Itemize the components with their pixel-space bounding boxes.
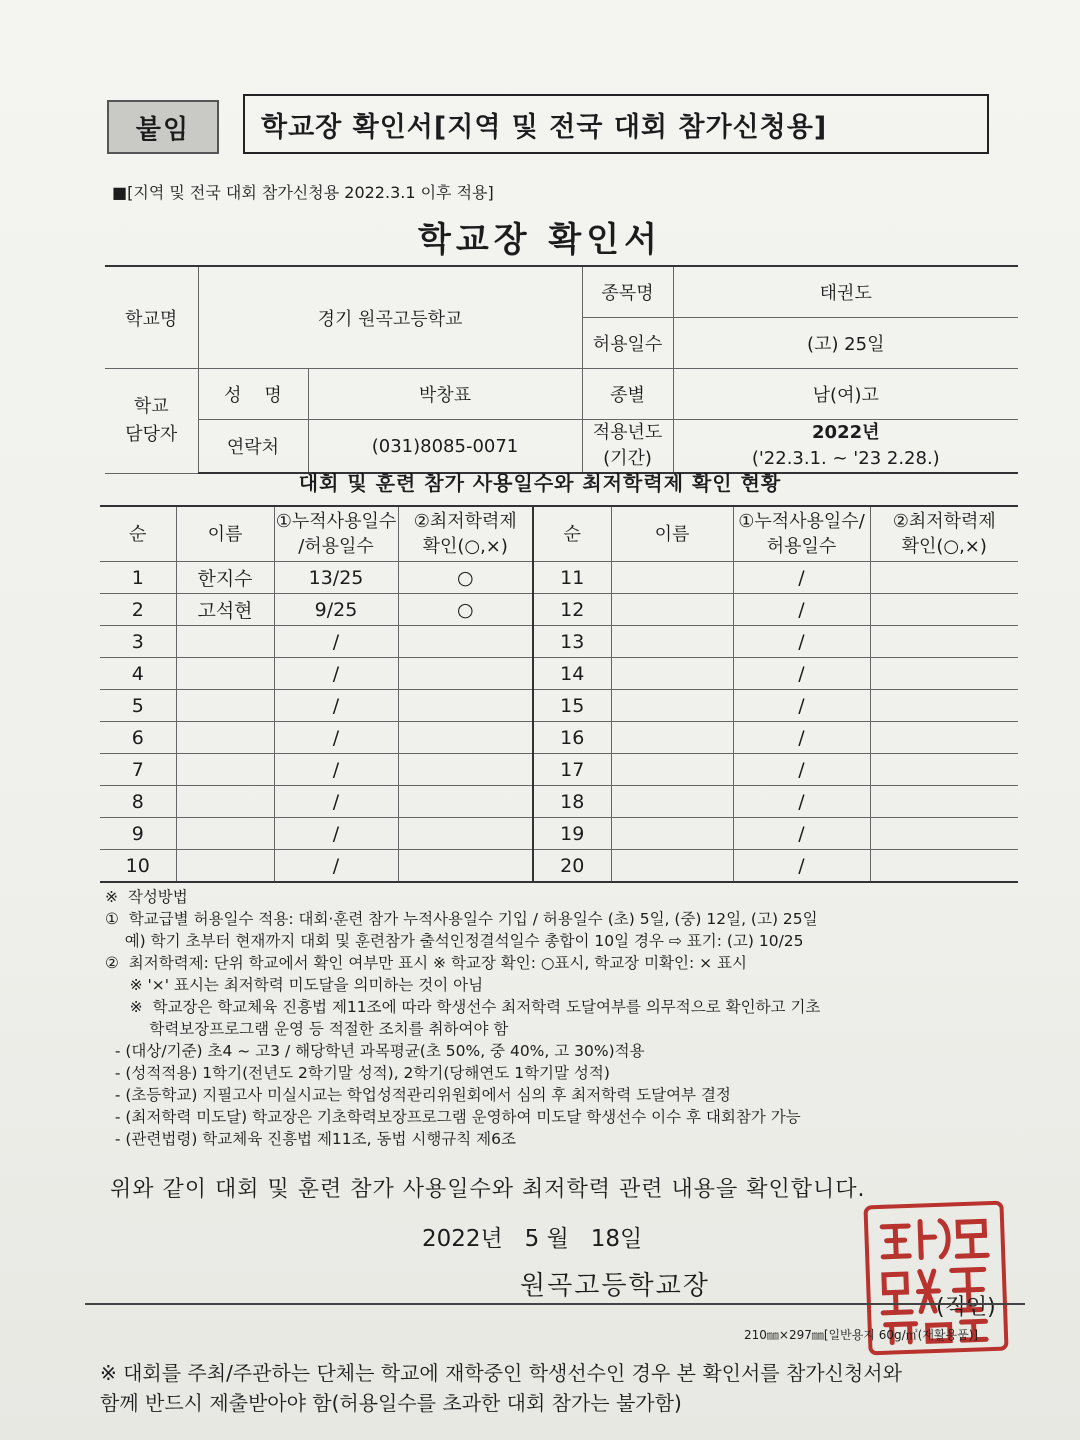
row-number: 1	[100, 562, 176, 594]
student-name: 한지수	[176, 562, 274, 594]
min-academic-check	[870, 626, 1018, 658]
table-row	[100, 850, 1018, 883]
header-cell: ①누적사용일수 /허용일수	[274, 506, 398, 562]
row-number: 6	[100, 722, 176, 754]
min-academic-check	[398, 722, 533, 754]
table-row	[100, 786, 1018, 818]
used-days: /	[733, 626, 870, 658]
row-number: 17	[533, 754, 611, 786]
gender-label: 종별	[582, 369, 673, 420]
table-row	[100, 818, 1018, 850]
student-name	[611, 722, 733, 754]
student-name	[611, 594, 733, 626]
student-name	[176, 818, 274, 850]
min-academic-check	[398, 754, 533, 786]
table-header-row	[100, 506, 1018, 562]
used-days: /	[274, 754, 398, 786]
student-name	[176, 690, 274, 722]
table-row	[100, 562, 1018, 594]
student-name	[611, 754, 733, 786]
student-name	[176, 658, 274, 690]
min-academic-check	[398, 690, 533, 722]
header-cell: 이름	[611, 506, 733, 562]
contact-value: (031)8085-0071	[308, 420, 582, 474]
confirmation-statement: 위와 같이 대회 및 훈련 참가 사용일수와 최저학력 관련 내용을 확인합니다.	[110, 1177, 866, 1202]
used-days: /	[733, 818, 870, 850]
instruction-line: ※ '×' 표시는 최저학력 미도달을 의미하는 것이 아님	[105, 976, 484, 994]
min-academic-check	[870, 754, 1018, 786]
instruction-line: - (초등학교) 지필고사 미실시교는 학업성적관리위원회에서 심의 후 최저학력 도달여부 결정	[105, 1086, 731, 1104]
student-name	[176, 850, 274, 883]
row-number: 14	[533, 658, 611, 690]
min-academic-check	[870, 562, 1018, 594]
document-title: 학교장 확인서	[418, 220, 662, 260]
used-days: /	[733, 850, 870, 883]
min-academic-check	[870, 722, 1018, 754]
used-days: /	[274, 626, 398, 658]
min-academic-check	[870, 786, 1018, 818]
used-days: /	[274, 658, 398, 690]
student-name	[611, 658, 733, 690]
row-number: 15	[533, 690, 611, 722]
instruction-line: 학력보장프로그램 운영 등 적절한 조치를 취하여야 함	[105, 1020, 509, 1038]
year-value: 2022년	[812, 422, 880, 443]
student-name: 고석현	[176, 594, 274, 626]
row-number: 2	[100, 594, 176, 626]
min-academic-check	[870, 594, 1018, 626]
min-academic-check	[398, 786, 533, 818]
used-days: /	[274, 786, 398, 818]
school-label: 학교명	[105, 266, 198, 369]
paper-spec: 210㎜×297㎜[일반용지 60g/㎡(재활용품)]	[744, 1328, 979, 1342]
min-academic-check	[398, 850, 533, 883]
name-value: 박창표	[308, 369, 582, 420]
event-value: 태권도	[673, 266, 1018, 318]
instruction-line: 예) 학기 초부터 현재까지 대회 및 훈련참가 출석인정결석일수 총합이 10일 경우 ⇨ 표기: (고) 10/25	[105, 932, 804, 950]
instruction-line: - (성적적용) 1학기(전년도 2학기말 성적), 2학기(당해연도 1학기말 성적)	[105, 1064, 610, 1082]
row-number: 20	[533, 850, 611, 883]
row-number: 7	[100, 754, 176, 786]
student-name	[611, 850, 733, 883]
row-number: 18	[533, 786, 611, 818]
used-days: /	[733, 754, 870, 786]
min-academic-check	[870, 850, 1018, 883]
table-row	[100, 658, 1018, 690]
used-days: /	[733, 562, 870, 594]
period-value: ('22.3.1. ~ '23 2.28.)	[751, 448, 940, 469]
applicability-note: ■[지역 및 전국 대회 참가신청용 2022.3.1 이후 적용]	[112, 183, 494, 202]
year-label: 적용년도 (기간)	[582, 420, 673, 474]
instruction-line: - (관련법령) 학교체육 진흥법 제11조, 동법 시행규칙 제6조	[105, 1130, 516, 1148]
table-row	[100, 754, 1018, 786]
table-row	[100, 690, 1018, 722]
contact-label: 연락처	[198, 420, 308, 474]
student-name	[611, 818, 733, 850]
table-row	[100, 626, 1018, 658]
student-name	[176, 626, 274, 658]
min-academic-check	[870, 690, 1018, 722]
row-number: 3	[100, 626, 176, 658]
attachment-badge: 붙임	[107, 100, 219, 154]
used-days: 9/25	[274, 594, 398, 626]
instruction-line: ② 최저학력제: 단위 학교에서 확인 여부만 표시 ※ 학교장 확인: ○표시, 학교장 미확인: × 표시	[105, 954, 748, 972]
allowed-days-value: (고) 25일	[673, 318, 1018, 369]
student-name	[176, 722, 274, 754]
staff-label: 학교 담당자	[105, 369, 198, 474]
used-days: /	[274, 722, 398, 754]
min-academic-check	[870, 658, 1018, 690]
student-name	[611, 626, 733, 658]
instruction-line: - (대상/기준) 초4 ~ 고3 / 해당학년 과목평균(초 50%, 중 40%, 고 30%)적용	[105, 1042, 645, 1060]
used-days: /	[733, 722, 870, 754]
participation-table-body	[100, 506, 1018, 882]
min-academic-check	[398, 818, 533, 850]
submission-note: ※ 대회를 주최/주관하는 단체는 학교에 재학중인 학생선수인 경우 본 확인서를 참가신청서와 함께 반드시 제출받아야 함(허용일수를 초과한 대회 참가는 불가함)	[100, 1361, 902, 1415]
min-academic-check: ○	[398, 594, 533, 626]
seal-label: (직인)	[936, 1295, 996, 1320]
section-title: 대회 및 훈련 참가 사용일수와 최저학력제 확인 현황	[298, 471, 782, 495]
row-number: 12	[533, 594, 611, 626]
row-number: 13	[533, 626, 611, 658]
student-name	[611, 690, 733, 722]
participation-table	[100, 505, 1018, 883]
gender-value: 남(여)고	[673, 369, 1018, 420]
min-academic-check	[398, 626, 533, 658]
row-number: 8	[100, 786, 176, 818]
header-cell: 순	[533, 506, 611, 562]
issue-date: 2022년 5 월 18일	[422, 1226, 643, 1252]
row-number: 10	[100, 850, 176, 883]
allowed-days-label: 허용일수	[582, 318, 673, 369]
table-row	[100, 594, 1018, 626]
header-cell: ②최저학력제 확인(○,×)	[870, 506, 1018, 562]
used-days: /	[274, 690, 398, 722]
min-academic-check	[398, 658, 533, 690]
student-name	[611, 786, 733, 818]
used-days: /	[274, 850, 398, 883]
used-days: /	[733, 658, 870, 690]
principal-title: 원곡고등학교장	[520, 1271, 710, 1301]
row-number: 4	[100, 658, 176, 690]
instruction-line: ※ 작성방법	[105, 888, 188, 906]
header-cell: 이름	[176, 506, 274, 562]
school-value: 경기 원곡고등학교	[198, 266, 582, 369]
instruction-line: ① 학교급별 허용일수 적용: 대회·훈련 참가 누적사용일수 기입 / 허용일수 (초) 5일, (중) 12일, (고) 25일	[105, 910, 818, 928]
header-cell: ①누적사용일수/ 허용일수	[733, 506, 870, 562]
student-name	[176, 786, 274, 818]
year-cell	[673, 420, 1018, 474]
school-info-table	[105, 265, 1018, 474]
used-days: /	[274, 818, 398, 850]
instruction-line: - (최저학력 미도달) 학교장은 기초학력보장프로그램 운영하여 미도달 학생선수 이수 후 대회참가 가능	[105, 1108, 801, 1126]
row-number: 5	[100, 690, 176, 722]
row-number: 16	[533, 722, 611, 754]
used-days: /	[733, 594, 870, 626]
header-cell: ②최저학력제 확인(○,×)	[398, 506, 533, 562]
row-number: 9	[100, 818, 176, 850]
name-label: 성 명	[198, 369, 308, 420]
event-label: 종목명	[582, 266, 673, 318]
row-number: 11	[533, 562, 611, 594]
table-row	[100, 722, 1018, 754]
instructions	[105, 886, 1025, 1150]
used-days: /	[733, 690, 870, 722]
min-academic-check	[870, 818, 1018, 850]
row-number: 19	[533, 818, 611, 850]
used-days: 13/25	[274, 562, 398, 594]
used-days: /	[733, 786, 870, 818]
header-cell: 순	[100, 506, 176, 562]
header-title: 학교장 확인서[지역 및 전국 대회 참가신청용]	[243, 94, 989, 154]
divider-line	[85, 1303, 1025, 1305]
instruction-line: ※ 학교장은 학교체육 진흥법 제11조에 따라 학생선수 최저학력 도달여부를 의무적으로 확인하고 기초	[105, 998, 821, 1016]
min-academic-check: ○	[398, 562, 533, 594]
student-name	[611, 562, 733, 594]
student-name	[176, 754, 274, 786]
